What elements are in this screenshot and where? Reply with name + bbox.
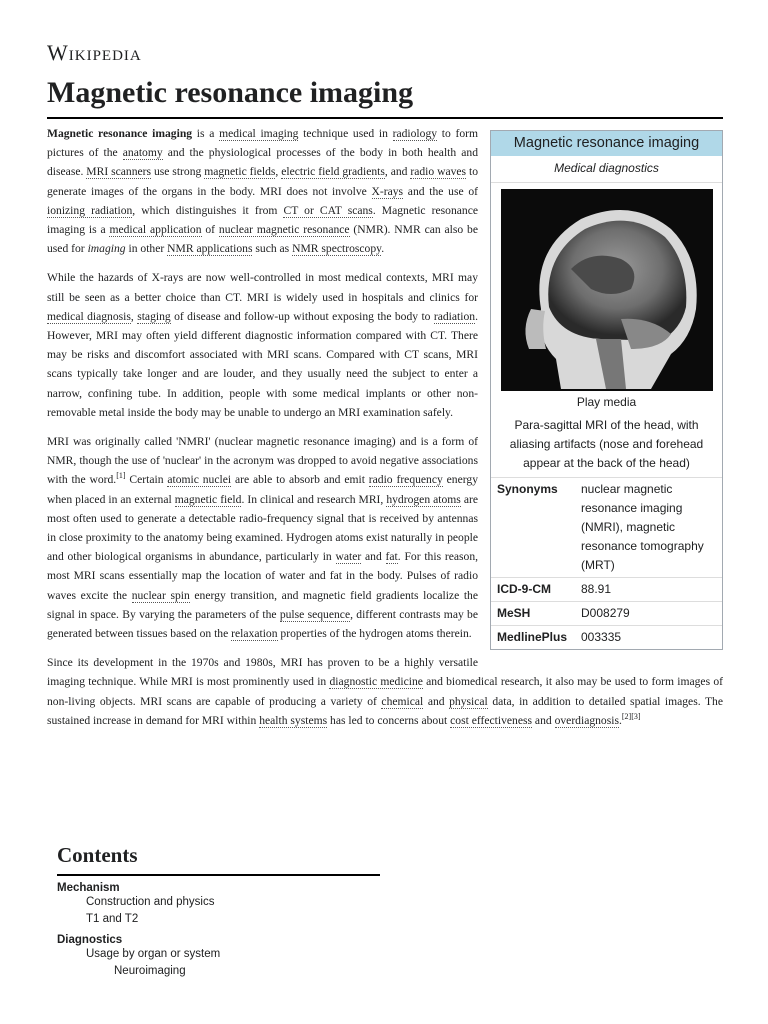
text: . In clinical and research MRI,	[241, 492, 387, 506]
text: are able to absorb and emit	[231, 473, 369, 487]
text: and	[423, 694, 450, 708]
infobox-row-synonyms	[491, 477, 722, 577]
text: and	[532, 713, 555, 727]
link-ct-scans[interactable]: CT or CAT scans	[283, 203, 373, 217]
toc-item-construction-physics[interactable]: Construction and physics	[86, 896, 215, 908]
text: to form pictures of the	[47, 127, 479, 160]
toc-item-t1-t2[interactable]: T1 and T2	[86, 913, 139, 925]
text: , and	[384, 165, 411, 179]
mri-head-image[interactable]	[501, 189, 713, 391]
link-nuclear-magnetic-resonance[interactable]: nuclear magnetic resonance	[218, 223, 350, 237]
text: . However, MRI may often yield different diagnostic information compared with CT. There may be risks and discomfort associated with MRI scans. Compared with CT scans, MRI scans typically take longer and are louder, and they usually need the subject to enter a narrow, confining tube. In addition, people with some medical implants or other non-removable metal inside the body may be unable to undergo an MRI examination safely.	[47, 309, 478, 419]
page-title: Magnetic resonance imaging	[47, 76, 414, 109]
text: technique used in	[298, 127, 393, 140]
infobox-value[interactable]: 003335	[581, 630, 622, 644]
link-staging[interactable]: staging	[137, 309, 171, 323]
infobox-value: nuclear magnetic resonance imaging (NMRI), magnetic resonance tomography (MRT)	[581, 482, 704, 572]
text: Certain	[125, 473, 168, 487]
text: use strong	[151, 165, 205, 179]
table-of-contents	[57, 843, 380, 980]
reference-link[interactable]: [2][3]	[621, 712, 641, 722]
paragraph-development	[47, 653, 723, 730]
link-health-systems[interactable]: health systems	[259, 713, 328, 727]
link-fat[interactable]: fat	[385, 550, 398, 564]
infobox	[490, 130, 723, 650]
link-electric-field-gradients[interactable]: electric field gradients	[281, 165, 385, 179]
text: .	[381, 242, 385, 256]
text: to generate images of the organs in the body. MRI does not involve	[47, 165, 479, 198]
text: .	[618, 713, 622, 727]
toc-item-diagnostics[interactable]: Diagnostics	[57, 934, 123, 946]
text: are most often used to generate a detectable radio-frequency signal that is received by antennas in close proximity to the anatomy being examined. Hydrogen atoms exist naturally in people and other biological organisms in abundance, particularly in	[47, 492, 478, 564]
link-radio-waves[interactable]: radio waves	[410, 165, 467, 179]
link-x-rays[interactable]: X-rays	[371, 184, 404, 198]
text: such as	[252, 242, 293, 256]
infobox-subtitle: Medical diagnostics	[491, 156, 722, 183]
infobox-title: Magnetic resonance imaging	[491, 131, 722, 156]
toc-item-mechanism[interactable]: Mechanism	[57, 882, 120, 894]
play-media-link[interactable]: Play media	[576, 395, 637, 409]
text: energy when placed in an external	[47, 473, 478, 506]
image-caption: Para-sagittal MRI of the head, with aliasing artifacts (nose and forehead appear at the back of the head)	[509, 418, 704, 470]
link-mri-scanners[interactable]: MRI scanners	[86, 165, 152, 179]
text: MRI was originally called 'NMRI' (nuclear magnetic resonance imaging) and is a form of NMR, though the use of 'nuclear' in the acronym was dropped to avoid negative associations with the word.	[47, 435, 478, 487]
text: energy transition, and magnetic field gradients localize the signal in space. By varying the parameters of the	[47, 588, 478, 621]
link-nmr-applications[interactable]: NMR applications	[167, 242, 253, 256]
infobox-label[interactable]: ICD-9-CM	[497, 582, 551, 596]
article-body	[47, 124, 723, 740]
text: . For this reason, most MRI scans essentially map the location of water and fat in the body. Pulses of radio waves excite the	[47, 550, 479, 602]
text: ,	[130, 309, 138, 323]
link-medical-diagnosis[interactable]: medical diagnosis	[47, 309, 131, 323]
link-nmr-spectroscopy[interactable]: NMR spectroscopy	[292, 242, 382, 256]
text: of disease and follow-up without exposing the body to	[170, 309, 434, 323]
toc-item-neuroimaging[interactable]: Neuroimaging	[114, 965, 186, 977]
italic-text: imaging	[87, 242, 126, 256]
text: in other	[125, 242, 168, 256]
link-pulse-sequence[interactable]: pulse sequence	[279, 607, 351, 621]
link-medical-application[interactable]: medical application	[109, 223, 202, 237]
text: Since its development in the 1970s and 1980s, MRI has proven to be a highly versatile imaging technique. While MRI is most prominently used in	[47, 656, 478, 689]
text: data, in addition to detailed spatial images. The sustained increase in demand for MRI within	[47, 694, 723, 727]
infobox-label[interactable]: MedlinePlus	[497, 630, 568, 644]
text: ,	[275, 165, 282, 179]
link-diagnostic-medicine[interactable]: diagnostic medicine	[329, 675, 423, 689]
contents-heading: Contents	[57, 843, 380, 876]
bold-term: Magnetic resonance imaging	[47, 127, 193, 140]
infobox-value[interactable]: D008279	[581, 606, 630, 620]
link-radio-frequency[interactable]: radio frequency	[368, 473, 443, 487]
text: While the hazards of X-rays are now well-controlled in most medical contexts, MRI may still be seen as a better choice than CT. MRI is widely used in hospitals and clinics for	[47, 271, 478, 304]
mri-scan-graphic	[501, 189, 713, 391]
text: and biomedical research, it also may be used to form images of non-living objects. MRI scans are capable of producing a variety of	[47, 675, 724, 708]
text: , different contrasts may be generated between tissues based on the	[47, 607, 479, 641]
wikipedia-logo[interactable]: Wikipedia	[47, 40, 142, 65]
link-medical-imaging[interactable]: medical imaging	[219, 127, 299, 140]
link-physical[interactable]: physical	[449, 694, 488, 708]
infobox-label[interactable]: MeSH	[497, 606, 531, 620]
text: and the use of	[403, 184, 478, 198]
title-divider	[47, 117, 723, 119]
link-water[interactable]: water	[335, 550, 362, 564]
text: (NMR). NMR can also be used for	[47, 223, 478, 256]
text: and the physiological processes of the body in both health and disease.	[47, 146, 479, 179]
link-magnetic-fields[interactable]: magnetic fields	[204, 165, 276, 179]
text: is a	[192, 127, 220, 140]
link-hydrogen-atoms[interactable]: hydrogen atoms	[386, 492, 461, 506]
infobox-row-mesh	[491, 601, 722, 625]
infobox-label: Synonyms	[497, 482, 558, 496]
reference-link[interactable]: [1]	[116, 471, 126, 481]
link-nuclear-spin[interactable]: nuclear spin	[131, 588, 190, 602]
link-chemical[interactable]: chemical	[381, 694, 424, 708]
infobox-row-medlineplus	[491, 625, 722, 649]
link-anatomy[interactable]: anatomy	[122, 146, 163, 160]
link-overdiagnosis[interactable]: overdiagnosis	[554, 713, 619, 727]
text: and	[361, 550, 386, 564]
link-radiology[interactable]: radiology	[392, 127, 438, 140]
text: , which distinguishes it from	[132, 203, 284, 217]
infobox-value[interactable]: 88.91	[581, 582, 612, 596]
infobox-row-icd9	[491, 577, 722, 601]
link-ionizing-radiation[interactable]: ionizing radiation	[47, 203, 133, 217]
text: has led to concerns about	[327, 713, 451, 727]
link-atomic-nuclei[interactable]: atomic nuclei	[167, 473, 232, 487]
link-cost-effectiveness[interactable]: cost effectiveness	[450, 713, 533, 727]
link-magnetic-field[interactable]: magnetic field	[174, 492, 242, 506]
toc-item-usage-by-organ[interactable]: Usage by organ or system	[86, 948, 221, 960]
text: properties of the hydrogen atoms therein.	[277, 627, 472, 641]
link-radiation[interactable]: radiation	[433, 309, 476, 323]
text: of	[201, 223, 219, 237]
text: . Magnetic resonance imaging is a	[47, 203, 479, 237]
link-relaxation[interactable]: relaxation	[231, 627, 278, 641]
